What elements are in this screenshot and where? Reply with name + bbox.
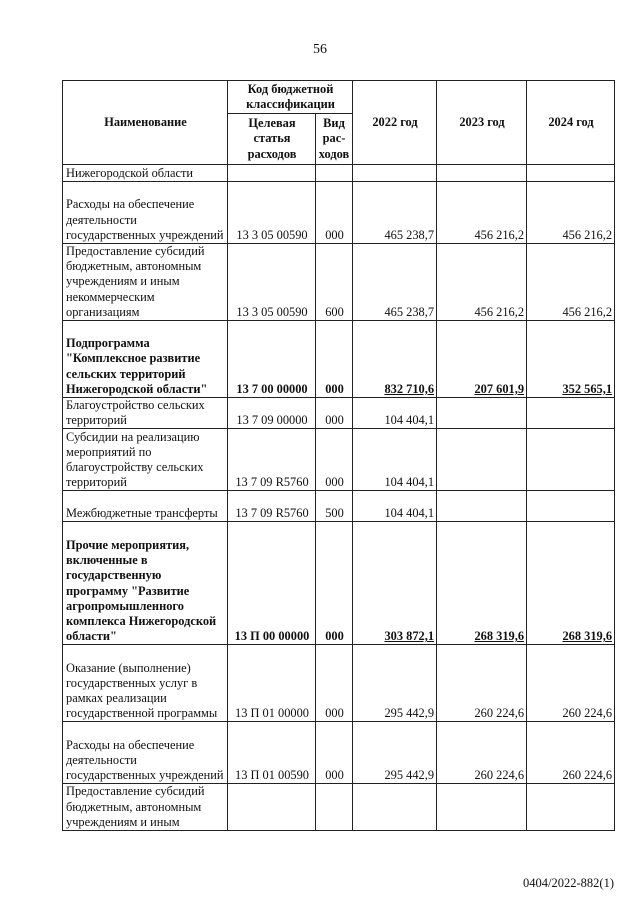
- row-target-code: 13 7 09 00000: [228, 398, 316, 429]
- row-name: Расходы на обеспечение деятельности государственных учреждений: [63, 722, 228, 784]
- row-target-code: 13 П 00 00000: [228, 522, 316, 645]
- table-row: [63, 784, 615, 831]
- row-value-2022: 303 872,1: [353, 522, 437, 645]
- row-target-code: [228, 165, 316, 182]
- row-value-2023: [437, 491, 527, 522]
- row-value-2022: 832 710,6: [353, 321, 437, 398]
- budget-table: [62, 80, 615, 831]
- row-expense-type: [316, 165, 353, 182]
- row-expense-type: 000: [316, 182, 353, 244]
- row-target-code: 13 П 01 00000: [228, 645, 316, 722]
- row-value-2023: [437, 398, 527, 429]
- row-name: Предоставление субсидий бюджетным, автономным учреждениям и иным: [63, 784, 228, 831]
- row-expense-type: [316, 784, 353, 831]
- row-expense-type: 000: [316, 321, 353, 398]
- row-value-2022: 295 442,9: [353, 645, 437, 722]
- header-target: Целевая статья расходов: [228, 114, 316, 165]
- row-value-2022: 104 404,1: [353, 398, 437, 429]
- row-name: Предоставление субсидий бюджетным, автономным учреждениям и иным некоммерческим организациям: [63, 244, 228, 321]
- row-value-2022: 465 238,7: [353, 244, 437, 321]
- row-name: Прочие мероприятия, включенные в государственную программу "Развитие агропромышленного комплекса Нижегородской области": [63, 522, 228, 645]
- row-expense-type: 000: [316, 645, 353, 722]
- row-value-2024: [527, 398, 615, 429]
- row-target-code: [228, 784, 316, 831]
- header-2024: 2024 год: [527, 81, 615, 165]
- row-value-2023: 456 216,2: [437, 182, 527, 244]
- row-value-2024: 456 216,2: [527, 182, 615, 244]
- row-target-code: 13 7 09 R5760: [228, 491, 316, 522]
- row-value-2023: 207 601,9: [437, 321, 527, 398]
- table-body: [63, 165, 615, 831]
- row-value-2022: [353, 165, 437, 182]
- row-value-2023: [437, 784, 527, 831]
- row-target-code: 13 3 05 00590: [228, 182, 316, 244]
- row-value-2024: [527, 784, 615, 831]
- row-value-2023: 260 224,6: [437, 722, 527, 784]
- table-row: [63, 645, 615, 722]
- row-value-2024: 260 224,6: [527, 645, 615, 722]
- header-vid: Вид рас-ходов: [316, 114, 353, 165]
- row-expense-type: 000: [316, 429, 353, 491]
- table-row: [63, 321, 615, 398]
- row-name: Подпрограмма "Комплексное развитие сельских территорий Нижегородской области": [63, 321, 228, 398]
- row-value-2023: 456 216,2: [437, 244, 527, 321]
- row-target-code: 13 3 05 00590: [228, 244, 316, 321]
- row-expense-type: 000: [316, 522, 353, 645]
- table-row: [63, 491, 615, 522]
- row-value-2022: 465 238,7: [353, 182, 437, 244]
- row-value-2023: [437, 165, 527, 182]
- table-row: [63, 522, 615, 645]
- row-value-2024: [527, 491, 615, 522]
- header-2022: 2022 год: [353, 81, 437, 165]
- document-number: 0404/2022-882(1): [523, 876, 614, 890]
- table-row: [63, 182, 615, 244]
- row-value-2023: [437, 429, 527, 491]
- row-value-2022: 104 404,1: [353, 429, 437, 491]
- row-expense-type: 000: [316, 398, 353, 429]
- header-2023: 2023 год: [437, 81, 527, 165]
- row-value-2024: [527, 429, 615, 491]
- row-expense-type: 500: [316, 491, 353, 522]
- table-row: [63, 722, 615, 784]
- row-name: Межбюджетные трансферты: [63, 491, 228, 522]
- row-value-2024: [527, 165, 615, 182]
- row-name: Расходы на обеспечение деятельности государственных учреждений: [63, 182, 228, 244]
- row-value-2024: 352 565,1: [527, 321, 615, 398]
- row-value-2024: 456 216,2: [527, 244, 615, 321]
- row-value-2022: 104 404,1: [353, 491, 437, 522]
- row-value-2022: [353, 784, 437, 831]
- table-header: [63, 81, 615, 165]
- row-value-2023: 260 224,6: [437, 645, 527, 722]
- table-row: [63, 398, 615, 429]
- row-value-2023: 268 319,6: [437, 522, 527, 645]
- row-target-code: 13 7 09 R5760: [228, 429, 316, 491]
- header-name: Наименование: [63, 81, 228, 165]
- row-expense-type: 600: [316, 244, 353, 321]
- table-row: [63, 165, 615, 182]
- row-value-2022: 295 442,9: [353, 722, 437, 784]
- header-code-group: Код бюджетной классификации: [228, 81, 353, 114]
- row-target-code: 13 7 00 00000: [228, 321, 316, 398]
- row-value-2024: 268 319,6: [527, 522, 615, 645]
- page-number: 56: [313, 42, 327, 57]
- row-name: Оказание (выполнение) государственных услуг в рамках реализации государственной программы: [63, 645, 228, 722]
- row-value-2024: 260 224,6: [527, 722, 615, 784]
- row-target-code: 13 П 01 00590: [228, 722, 316, 784]
- row-name: Нижегородской области: [63, 165, 228, 182]
- row-name: Благоустройство сельских территорий: [63, 398, 228, 429]
- table-row: [63, 244, 615, 321]
- table-row: [63, 429, 615, 491]
- row-expense-type: 000: [316, 722, 353, 784]
- row-name: Субсидии на реализацию мероприятий по благоустройству сельских территорий: [63, 429, 228, 491]
